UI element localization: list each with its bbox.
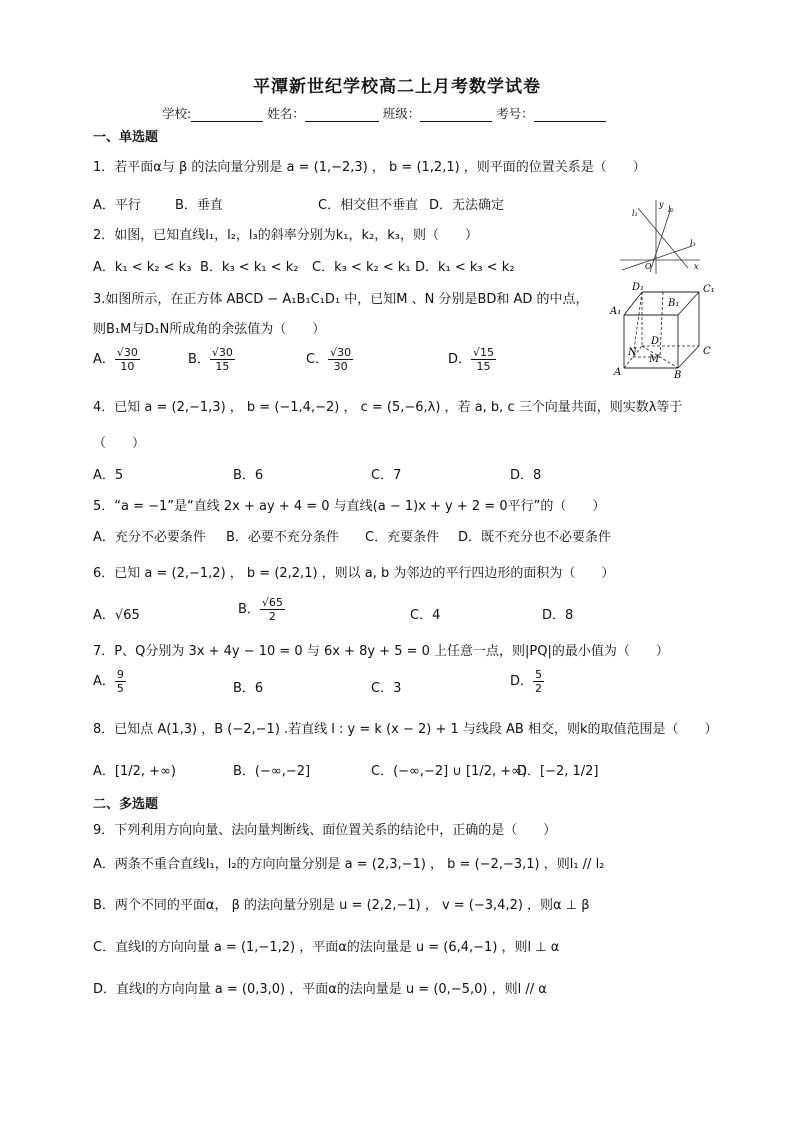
l2-label: l₂ xyxy=(668,205,674,214)
q5-option-a[interactable]: A．充分不必要条件 xyxy=(93,530,206,545)
q8-option-b[interactable]: B．(−∞,−2] xyxy=(233,764,311,779)
q6-option-b[interactable] xyxy=(238,596,285,623)
origin-label: O xyxy=(645,262,652,271)
q3-b-fraction: $\frac{√30}{15}$ xyxy=(211,346,233,373)
q3-c-fraction: $\frac{√30}{30}$ xyxy=(330,346,352,373)
q1-option-c[interactable]: C．相交但不垂直 xyxy=(318,198,419,213)
q5-option-c[interactable]: C．充要条件 xyxy=(365,530,440,545)
q3-b-label: B． xyxy=(188,352,210,367)
cube-label-a1: A₁ xyxy=(610,306,622,317)
question-1: 1．若平面α与 β 的法向量分别是 a = (1,−2,3) ， b = (1,2,1) ，则平面的位置关系是（ ） xyxy=(93,160,646,175)
q3-option-c[interactable] xyxy=(306,346,353,373)
y-label: y xyxy=(659,200,664,209)
exam-title: 平潭新世纪学校高二上月考数学试卷 xyxy=(253,77,541,97)
q6-option-d[interactable]: D．8 xyxy=(542,608,574,623)
q6-b-fraction: $\frac{√65}{2}$ xyxy=(261,596,283,623)
q7-a-label: A． xyxy=(93,674,115,689)
q3-a-fraction: $\frac{√30}{10}$ xyxy=(116,346,138,373)
exam-no-blank[interactable] xyxy=(534,107,606,122)
line-l2 xyxy=(650,208,671,272)
q4-option-d[interactable]: D．8 xyxy=(510,468,542,483)
q7-d-label: D． xyxy=(510,674,534,689)
q7-a-fraction: $\frac{9}{5}$ xyxy=(116,668,124,695)
question-2: 2．如图，已知直线l₁，l₂，l₃的斜率分别为k₁，k₂，k₃，则（ ） xyxy=(93,228,478,243)
q4-option-b[interactable]: B．6 xyxy=(233,468,264,483)
q7-option-a[interactable] xyxy=(93,668,126,695)
q7-option-b[interactable]: B．6 xyxy=(233,681,264,696)
q7-option-c[interactable]: C．3 xyxy=(371,681,402,696)
q4-option-c[interactable]: C．7 xyxy=(371,468,402,483)
q2-lines-figure xyxy=(616,196,702,276)
question-3-line-2: 则B₁M与D₁N所成角的余弦值为（ ） xyxy=(93,322,326,337)
student-info-line xyxy=(162,104,606,122)
q3-option-d[interactable] xyxy=(448,346,496,373)
cube-label-d: D xyxy=(651,336,660,347)
name-blank[interactable] xyxy=(305,107,379,122)
exam-no-label: 考号： xyxy=(496,106,534,121)
section-multiple-choice: 二、多选题 xyxy=(93,797,159,812)
line-l1 xyxy=(638,208,688,268)
q1-option-a[interactable]: A．平行 xyxy=(93,198,141,213)
q8-option-c[interactable]: C．(−∞,−2] ∪ [1/2, +∞) xyxy=(371,764,528,779)
q5-option-d[interactable]: D．既不充分也不必要条件 xyxy=(458,530,612,545)
section-single-choice: 一、单选题 xyxy=(93,130,159,145)
class-blank[interactable] xyxy=(420,107,492,122)
l1-label: l₁ xyxy=(632,209,638,218)
q3-d-fraction: $\frac{√15}{15}$ xyxy=(473,346,495,373)
q2-option-c[interactable]: C．k₃ < k₂ < k₁ xyxy=(312,260,411,275)
question-9: 9．下列利用方向向量、法向量判断线、面位置关系的结论中，正确的是（ ） xyxy=(93,823,557,838)
q6-b-label: B． xyxy=(238,602,260,617)
cube-label-c1: C₁ xyxy=(703,284,715,295)
q9-option-b[interactable]: B．两个不同的平面α， β 的法向量分别是 u = (2,2,−1) ， v = (−3,4,2) ，则α ⊥ β xyxy=(93,898,590,913)
question-4-paren: （ ） xyxy=(93,436,146,451)
l3-label: l₃ xyxy=(690,239,696,248)
q6-option-c[interactable]: C．4 xyxy=(410,608,441,623)
q8-option-d[interactable]: D．[−2, 1/2] xyxy=(517,764,599,779)
q4-option-a[interactable]: A．5 xyxy=(93,468,124,483)
q1-option-b[interactable]: B．垂直 xyxy=(175,198,223,213)
x-label: x xyxy=(694,262,699,271)
q8-option-a[interactable]: A．[1/2, +∞) xyxy=(93,764,176,779)
class-label: 班级： xyxy=(382,106,421,121)
cube-label-m: M xyxy=(649,354,660,365)
q3-a-label: A． xyxy=(93,352,115,367)
question-4: 4．已知 a = (2,−1,3) ， b = (−1,4,−2) ， c = (5,−6,λ) ，若 a, b, c 三个向量共面，则实数λ等于 xyxy=(93,400,683,415)
q7-option-d[interactable] xyxy=(510,668,544,695)
cube-label-n: N xyxy=(628,347,637,358)
q3-c-label: C． xyxy=(306,352,329,367)
question-3-line-1: 3.如图所示，在正方体 ABCD − A₁B₁C₁D₁ 中，已知M 、N 分别是BD和 AD 的中点， xyxy=(93,292,589,307)
school-blank[interactable] xyxy=(191,107,263,122)
q3-cube-figure xyxy=(604,280,722,378)
q3-option-a[interactable] xyxy=(93,346,140,373)
q3-d-label: D． xyxy=(448,352,472,367)
cube-label-b: B xyxy=(674,370,682,378)
q7-d-fraction: $\frac{5}{2}$ xyxy=(535,668,543,695)
q9-option-d[interactable]: D．直线l的方向向量 a = (0,3,0) ，平面α的法向量是 u = (0,−5,0) ，则l // α xyxy=(93,982,547,997)
school-label: 学校: xyxy=(162,106,192,121)
cube-label-c: C xyxy=(703,346,711,357)
question-7: 7．P、Q分别为 3x + 4y − 10 = 0 与 6x + 8y + 5 = 0 上任意一点，则|PQ|的最小值为（ ） xyxy=(93,644,669,659)
q3-option-b[interactable] xyxy=(188,346,235,373)
q2-option-a[interactable]: A．k₁ < k₂ < k₃ xyxy=(93,260,192,275)
q9-option-a[interactable]: A．两条不重合直线l₁，l₂的方向向量分别是 a = (2,3,−1) ， b = (−2,−3,1) ，则l₁ // l₂ xyxy=(93,857,605,872)
question-6: 6．已知 a = (2,−1,2) ， b = (2,2,1) ，则以 a, b 为邻边的平行四边形的面积为（ ） xyxy=(93,566,615,581)
q9-option-c[interactable]: C．直线l的方向向量 a = (1,−1,2) ，平面α的法向量是 u = (6,4,−1) ，则l ⊥ α xyxy=(93,940,560,955)
name-label: 姓名： xyxy=(267,106,305,121)
cube-label-d1: D₁ xyxy=(632,282,645,293)
q1-option-d[interactable]: D．无法确定 xyxy=(429,198,505,213)
cube-label-a: A xyxy=(614,367,622,378)
q2-option-d[interactable]: D．k₁ < k₃ < k₂ xyxy=(415,260,515,275)
cube-label-b1: B₁ xyxy=(668,298,680,309)
q5-option-b[interactable]: B．必要不充分条件 xyxy=(226,530,339,545)
question-5: 5．“a = −1”是“直线 2x + ay + 4 = 0 与直线(a − 1)x + y + 2 = 0平行”的（ ） xyxy=(93,499,606,514)
q6-option-a[interactable]: A．√65 xyxy=(93,608,140,623)
question-8: 8．已知点 A(1,3) ，B (−2,−1) .若直线 l : y = k (x − 2) + 1 与线段 AB 相交，则k的取值范围是（ ） xyxy=(93,722,718,737)
q2-option-b[interactable]: B．k₃ < k₁ < k₂ xyxy=(200,260,299,275)
